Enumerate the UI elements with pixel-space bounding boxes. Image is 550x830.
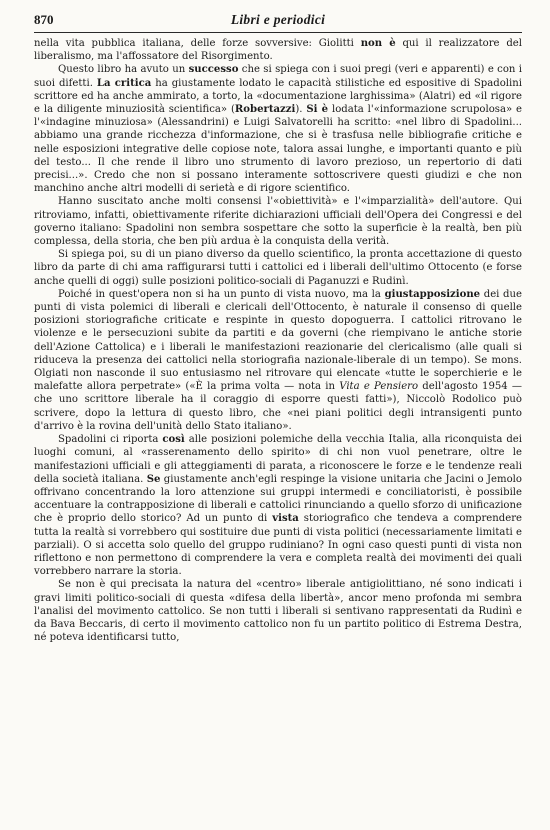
text-run: Si è bbox=[306, 104, 329, 116]
text-run: nella vita pubblica italiana, delle forze sovversive: Giolitti bbox=[34, 38, 361, 49]
paragraph bbox=[34, 37, 522, 63]
running-title: Libri e periodici bbox=[230, 12, 326, 27]
text-run: Se non è qui precisata la natura del «centro» liberale antigiolittiano, né sono indicati i gravi limiti politico-sociali di questa «difesa della libertà», ancor meno profonda mi sembra l'analisi del movimento cattolico. Se non tutti i liberali si sentivano rappresentati da Rudinì e da Bava Beccaris, di certo il movimento cattolico non fu un partito politico di Estrema Destra, né poteva identificarsi tutto, bbox=[34, 579, 522, 644]
text-run: ). bbox=[295, 104, 307, 116]
body-text bbox=[34, 37, 522, 644]
text-run: La critica bbox=[96, 77, 152, 89]
paragraph bbox=[34, 578, 522, 644]
text-run: Si spiega poi, su di un piano diverso da quello scientifico, la pronta accettazione di questo libro da parte di chi ama raffigurarsi tutti i cattolici ed i liberali dell'ultimo Ottocento (e forse anche quelli di oggi) sulle posizioni politico-sociali di Paganuzzi e Rudinì. bbox=[34, 249, 522, 287]
text-run: così bbox=[162, 434, 185, 446]
paragraph bbox=[34, 248, 522, 288]
header-rule bbox=[34, 32, 522, 33]
page-header bbox=[34, 12, 522, 30]
text-run: non è bbox=[360, 38, 396, 49]
paragraph bbox=[34, 433, 522, 578]
text-run: alle posizioni polemiche della vecchia Italia, alla riconquista dei luoghi comuni, al «rasserenamento dello spirito» di chi non vuol penetrare, oltre le manifestazioni ufficiali e gli atteggiamenti di parata, a riconoscere le forze e le tendenze reali della società italiana. bbox=[34, 434, 522, 485]
text-run: lodata l'«informazione scrupolosa» e l'«indagine minuziosa» (Alessandrini) e Luigi Salvatorelli ha scritto: «nel libro di Spadolini... abbiamo una grande ricchezza d'informazione, che si è trasfusa nelle bibliografie critiche e nelle esposizioni integrative delle copiose note, talora assai lunghe, e importanti quanto e più del testo... Il che rende il libro uno strumento di lavoro prezioso, un repertorio di dati precisi...». Credo che non si possano interamente sottoscrivere questi giudizi e che non manchino anche altri modelli di serietà e di rigore scientifico. bbox=[34, 104, 523, 195]
page-number: 870 bbox=[34, 12, 54, 27]
text-run: storiografico che tendeva a comprendere tutta la realtà si vorrebbero qui sostituire due punti di vista politici (necessariamente limitati e parziali). O si accetta solo quello del gruppo rudiniano? In ogni caso questi punti di vista non riflettono e non permettono di comprendere la vera e completa realtà dei movimenti dei quali vorrebbero narrare la storia. bbox=[34, 513, 522, 578]
paragraph bbox=[34, 63, 522, 195]
text-run: Se bbox=[146, 473, 161, 485]
text-run: dell'agosto 1954 — che uno scrittore liberale ha il coraggio di esporre questi fatti»), Niccolò Rodolico può scrivere, dopo la lettura di questo libro, che «nei piani politici degli intransigenti punto d'arrivo è la rovina dell'unità dello Stato italiano». bbox=[34, 381, 523, 432]
text-run: giustapposizione bbox=[384, 288, 481, 300]
text-run: qui il realizzatore del liberalismo, ma l'affossatore del Risorgimento. bbox=[34, 38, 522, 63]
text-run: dei due punti di vista polemici di liberali e clericali dell'Ottocento, è naturale il consenso di quelle posizioni storiografiche criticate e respinte in questo dopoguerra. I cattolici ritrovano le violenze e le persecuzioni subite da partiti e da governi (che riempivano le antiche storie dell'Azione Cattolica) e i liberali le manifestazioni reazionarie del clericalismo (alle quali si riduceva la presenza dei cattolici nella storiografia nazionale-liberale di un tempo). Se mons. Olgiati non nasconde il suo entusiasmo nel ritrovare qui elencate «tutte le soperchierie e le malefatte allora perpetrate» («È la prima volta — nota in bbox=[34, 288, 522, 393]
paragraph bbox=[34, 288, 522, 433]
text-run: ha giustamente lodato le capacità stilistiche ed espositive di Spadolini scrittore ed ha anche ammirato, a torto, la «documentazione larghissima» (Alatri) ed «il rigore e la diligente minuziosità scientifica» ( bbox=[34, 77, 522, 116]
text-run: Vita e Pensiero bbox=[339, 381, 419, 393]
text-run: Questo libro ha avuto un bbox=[58, 64, 189, 76]
paragraph bbox=[34, 195, 522, 248]
text-run: Poiché in quest'opera non si ha un punto di vista nuovo, ma la bbox=[58, 288, 385, 300]
text-run: Hanno suscitato anche molti consensi l'«obiettività» e l'«imparzialità» dell'autore. Qui ritroviamo, infatti, obiettivamente riferite dichiarazioni ufficiali dell'Opera dei Congressi e del governo italiano: Spadolini non sembra sospettare che sotto la superficie è la realtà, ben più complessa, della storia, che ben più ardua è la conquista della verità. bbox=[34, 196, 522, 248]
text-run: Spadolini ci riporta bbox=[58, 434, 163, 446]
text-run: giustamente anch'egli respinge la visione unitaria che Jacini o Jemolo offrivano concentrando la loro attenzione sui gruppi intermedi e conciliatoristi, è possibile accentuare la contrapposizione di liberali e cattolici rinunciando a quello sforzo di unificazione che è proprio dello storico? Ad un punto di bbox=[34, 473, 522, 525]
text-run: Robertazzi bbox=[234, 104, 296, 116]
text-run: successo bbox=[188, 64, 239, 76]
text-run: che si spiega con i suoi pregi (veri e apparenti) e con i suoi difetti. bbox=[34, 64, 522, 89]
text-run: vista bbox=[272, 513, 299, 525]
